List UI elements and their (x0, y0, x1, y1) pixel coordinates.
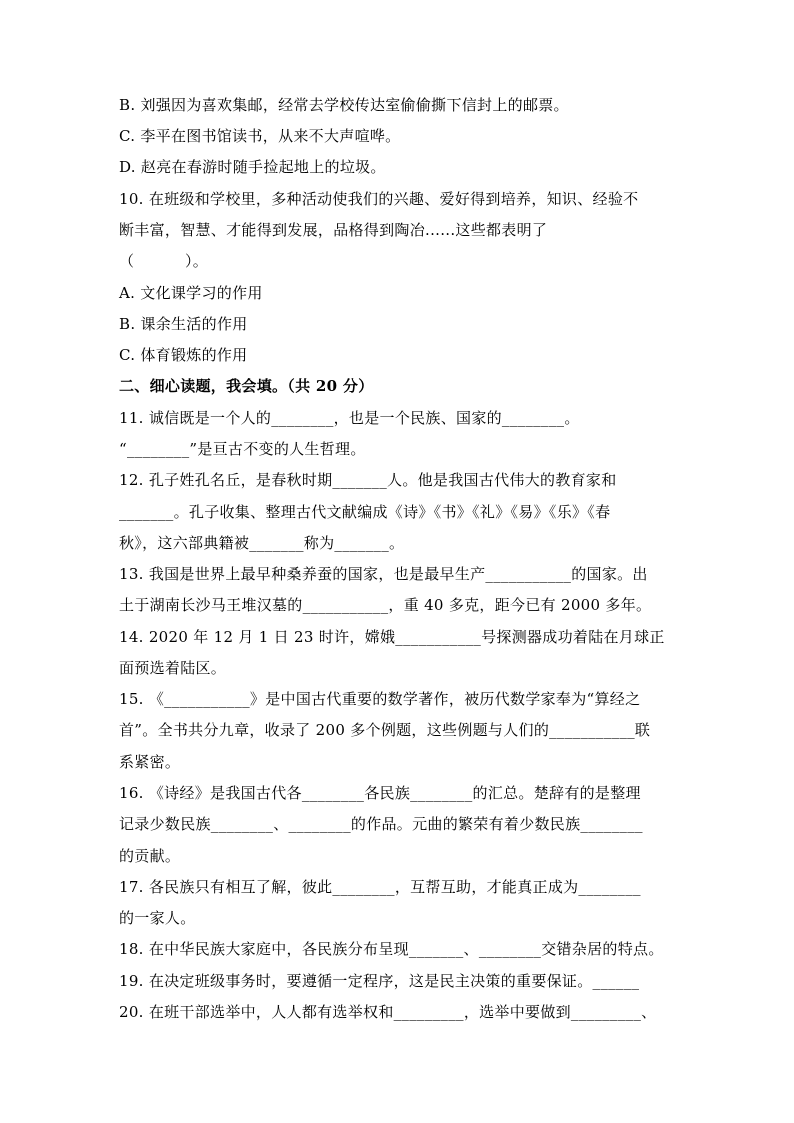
option-c-line: C. 李平在图书馆读书，从来不大声喧哗。 (119, 127, 401, 145)
question-20-line: 20. 在班干部选举中，人人都有选举权和_________，选举中要做到_________、 (119, 1003, 657, 1021)
question-16-line-2: 记录少数民族________、________的作品。元曲的繁荣有着少数民族________ (119, 815, 643, 833)
question-10-option-a: A. 文化课学习的作用 (119, 284, 263, 302)
question-17-line-2: 的一家人。 (119, 909, 196, 927)
question-10-line-1: 10. 在班级和学校里，多种活动使我们的兴趣、爱好得到培养，知识、经验不 (119, 190, 639, 208)
question-14-line-2: 面预选着陆区。 (119, 659, 227, 677)
question-10-option-b: B. 课余生活的作用 (119, 315, 248, 333)
question-13-line-2: 土于湖南长沙马王堆汉墓的___________，重 40 多克，距今已有 2000 多年。 (119, 596, 652, 614)
question-10-answer-blank: （ ）。 (119, 252, 209, 270)
question-16-line-1: 16. 《诗经》是我国古代各________各民族________的汇总。楚辞有的是整理 (119, 784, 641, 802)
question-13-line-1: 13. 我国是世界上最早种桑养蚕的国家，也是最早生产___________的国家。出 (119, 565, 648, 583)
question-14-line-1: 14. 2020 年 12 月 1 日 23 时许，嫦娥___________号探测器成功着陆在月球正 (119, 628, 665, 646)
option-b-line: B. 刘强因为喜欢集邮，经常去学校传达室偷偷撕下信封上的邮票。 (119, 96, 569, 114)
question-11-line-2: “________”是亘古不变的人生哲理。 (119, 440, 366, 458)
question-10-option-c: C. 体育锻炼的作用 (119, 346, 248, 364)
question-15-line-3: 系紧密。 (119, 753, 181, 771)
question-10-line-2: 断丰富，智慧、才能得到发展，品格得到陶冶......这些都表明了 (119, 221, 548, 239)
question-12-line-1: 12. 孔子姓孔名丘，是春秋时期_______人。他是我国古代伟大的教育家和 (119, 471, 617, 489)
option-d-line: D. 赵亮在春游时随手捡起地上的垃圾。 (119, 158, 386, 176)
question-11-line-1: 11. 诚信既是一个人的________，也是一个民族、国家的________。 (119, 409, 580, 427)
section-heading: 二、细心读题，我会填。（共 20 分） (119, 377, 374, 395)
question-17-line-1: 17. 各民族只有相互了解，彼此________，互帮互助，才能真正成为________ (119, 878, 641, 896)
question-18-line: 18. 在中华民族大家庭中，各民族分布呈现_______、________交错杂居的特点。 (119, 940, 664, 958)
question-16-line-3: 的贡献。 (119, 847, 181, 865)
question-12-line-2: _______。孔子收集、整理古代文献编成《诗》《书》《礼》《易》《乐》《春 (119, 503, 611, 521)
question-15-line-2: 首”。全书共分九章，收录了 200 多个例题，这些例题与人们的___________联 (119, 721, 651, 739)
question-12-line-3: 秋》，这六部典籍被_______称为_______。 (119, 534, 405, 552)
question-15-line-1: 15. 《___________》是中国古代重要的数学著作，被历代数学家奉为“算经之 (119, 690, 641, 708)
question-19-line: 19. 在决定班级事务时，要遵循一定程序，这是民主决策的重要保证。______ (119, 972, 640, 990)
